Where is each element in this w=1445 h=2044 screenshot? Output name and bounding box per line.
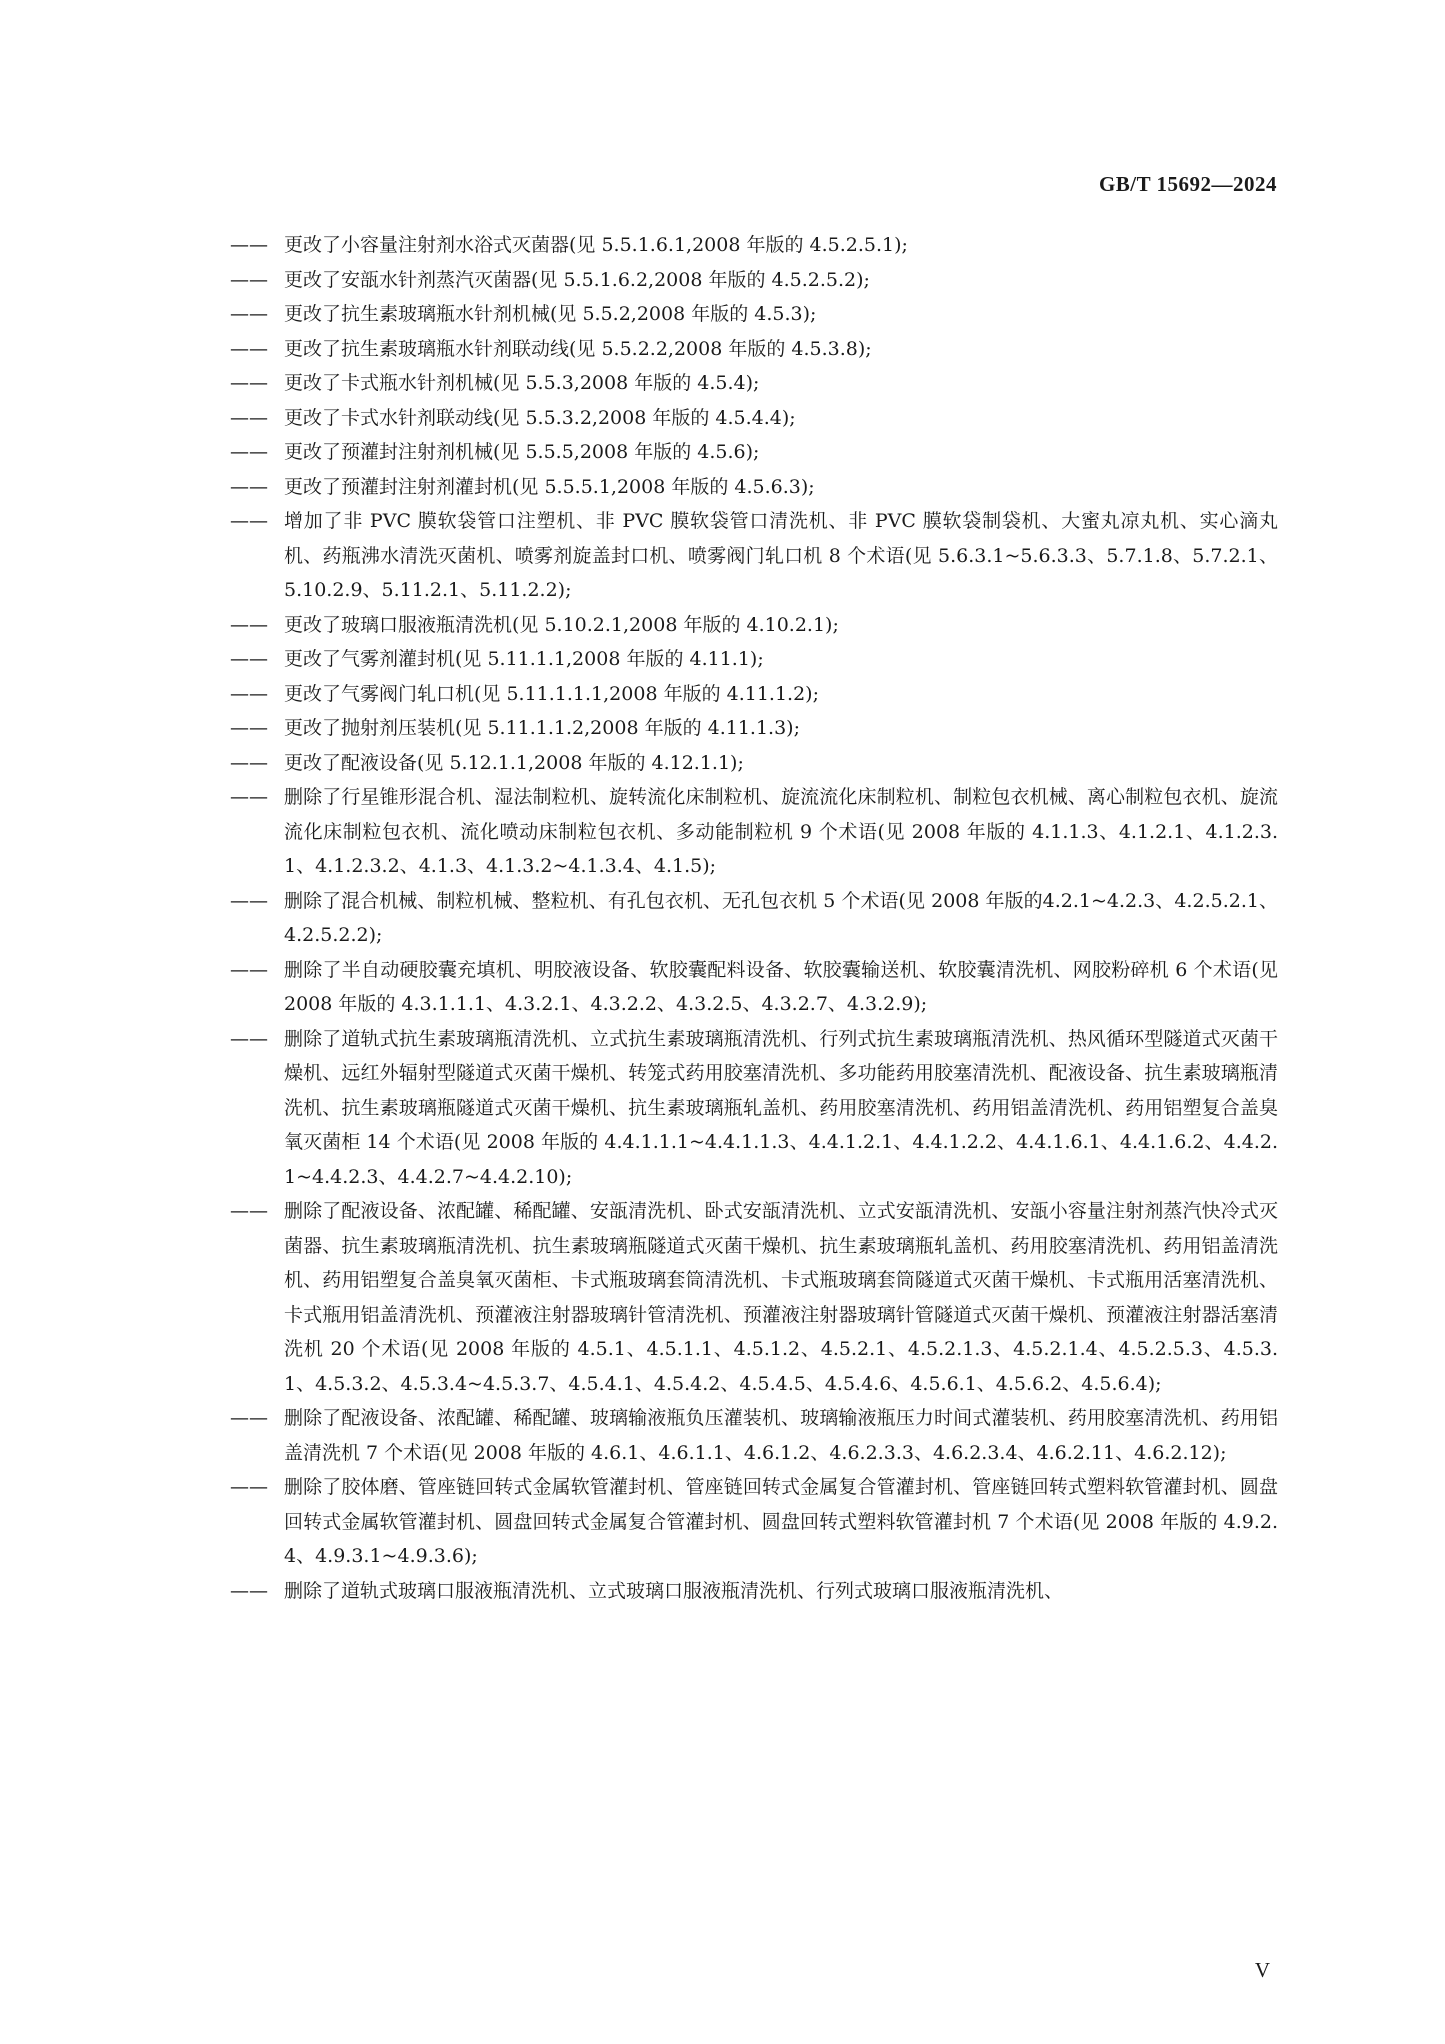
dash-marker: —— bbox=[230, 751, 268, 774]
item-text: 更改了抗生素玻璃瓶水针剂机械(见 5.5.2,2008 年版的 4.5.3); bbox=[284, 303, 817, 325]
item-text: 更改了小容量注射剂水浴式灭菌器(见 5.5.1.6.1,2008 年版的 4.5.2.5.1); bbox=[284, 234, 908, 256]
dash-marker: —— bbox=[230, 648, 268, 670]
list-item bbox=[230, 435, 1278, 470]
item-text: 删除了道轨式抗生素玻璃瓶清洗机、立式抗生素玻璃瓶清洗机、行列式抗生素玻璃瓶清洗机、热风循环型隧道式灭菌干燥机、远红外辐射型隧道式灭菌干燥机、转笼式药用胶塞清洗机、多功能药用胶塞清洗机、配液设备、抗生素玻璃瓶清洗机、抗生素玻璃瓶隧道式灭菌干燥机、抗生素玻璃瓶轧盖机、药用胶塞清洗机、药用铝盖清洗机、药用铝塑复合盖臭氧灭菌柜 14 个术语(见 2008 年版的 4.4.1.1.1~4.4.1.1.3、4.4.1.2.1、4.4.1.2.2、4.4.1.6.1、4.4.1.6.2、4.4.2.1~4.4.2.3、4.4.2.7~4.4.2.10); bbox=[284, 1027, 1278, 1188]
item-text: 删除了配液设备、浓配罐、稀配罐、玻璃输液瓶负压灌装机、玻璃输液瓶压力时间式灌装机、药用胶塞清洗机、药用铝盖清洗机 7 个术语(见 2008 年版的 4.6.1、4.6.1.1、4.6.1.2、4.6.2.3.3、4.6.2.3.4、4.6.2.11、4.6.2.12); bbox=[284, 1407, 1278, 1464]
item-text: 更改了玻璃口服液瓶清洗机(见 5.10.2.1,2008 年版的 4.10.2.1); bbox=[284, 613, 839, 636]
list-item bbox=[230, 297, 1278, 332]
list-item bbox=[230, 401, 1278, 436]
item-text: 删除了道轨式玻璃口服液瓶清洗机、立式玻璃口服液瓶清洗机、行列式玻璃口服液瓶清洗机、 bbox=[284, 1579, 1064, 1602]
dash-marker: —— bbox=[230, 303, 268, 325]
list-item bbox=[230, 332, 1278, 367]
dash-marker: —— bbox=[230, 372, 268, 394]
item-text: 删除了配液设备、浓配罐、稀配罐、安瓿清洗机、卧式安瓿清洗机、立式安瓿清洗机、安瓿小容量注射剂蒸汽快冷式灭菌器、抗生素玻璃瓶清洗机、抗生素玻璃瓶隧道式灭菌干燥机、抗生素玻璃瓶轧盖机、药用胶塞清洗机、药用铝盖清洗机、药用铝塑复合盖臭氧灭菌柜、卡式瓶玻璃套筒清洗机、卡式瓶玻璃套筒隧道式灭菌干燥机、卡式瓶用活塞清洗机、卡式瓶用铝盖清洗机、预灌液注射器玻璃针管清洗机、预灌液注射器玻璃针管隧道式灭菌干燥机、预灌液注射器活塞清洗机 20 个术语(见 2008 年版的 4.5.1、4.5.1.1、4.5.1.2、4.5.2.1、4.5.2.1.3、4.5.2.1.4、4.5.2.5.3、4.5.3.1、4.5.3.2、4.5.3.4~4.5.3.7、4.5.4.1、4.5.4.2、4.5.4.5、4.5.4.6、4.5.6.1、4.5.6.2、4.5.6.4); bbox=[284, 1200, 1278, 1395]
list-item bbox=[230, 780, 1278, 884]
item-text: 删除了胶体磨、管座链回转式金属软管灌封机、管座链回转式金属复合管灌封机、管座链回转式塑料软管灌封机、圆盘回转式金属软管灌封机、圆盘回转式金属复合管灌封机、圆盘回转式塑料软管灌封机 7 个术语(见 2008 年版的 4.9.2.4、4.9.3.1~4.9.3.6); bbox=[284, 1476, 1278, 1567]
dash-marker: —— bbox=[230, 1027, 268, 1050]
standard-number: GB/T 15692—2024 bbox=[1098, 172, 1277, 196]
item-text: 更改了气雾阀门轧口机(见 5.11.1.1.1,2008 年版的 4.11.1.2); bbox=[284, 682, 819, 705]
item-text: 增加了非 PVC 膜软袋管口注塑机、非 PVC 膜软袋管口清洗机、非 PVC 膜软袋制袋机、大蜜丸凉丸机、实心滴丸机、药瓶沸水清洗灭菌机、喷雾剂旋盖封口机、喷雾阀门轧口机 8 个术语(见 5.6.3.1~5.6.3.3、5.7.1.8、5.7.2.1、5.10.2.9、5.11.2.1、5.11.2.2); bbox=[284, 510, 1278, 601]
item-text: 删除了行星锥形混合机、湿法制粒机、旋转流化床制粒机、旋流流化床制粒机、制粒包衣机械、离心制粒包衣机、旋流流化床制粒包衣机、流化喷动床制粒包衣机、多动能制粒机 9 个术语(见 2008 年版的 4.1.1.3、4.1.2.1、4.1.2.3.1、4.1.2.3.2、4.1.3、4.1.3.2~4.1.3.4、4.1.5); bbox=[284, 786, 1278, 877]
list-item bbox=[230, 470, 1278, 505]
list-item bbox=[230, 263, 1278, 298]
dash-marker: —— bbox=[230, 682, 268, 705]
list-item bbox=[230, 608, 1278, 643]
dash-marker: —— bbox=[230, 1200, 268, 1222]
dash-marker: —— bbox=[230, 510, 268, 532]
dash-marker: —— bbox=[230, 234, 268, 256]
page-number: V bbox=[1254, 1958, 1270, 1982]
dash-marker: —— bbox=[230, 958, 268, 981]
dash-marker: —— bbox=[230, 1407, 268, 1429]
dash-marker: —— bbox=[230, 786, 268, 808]
item-text: 更改了气雾剂灌封机(见 5.11.1.1,2008 年版的 4.11.1); bbox=[284, 648, 764, 670]
dash-marker: —— bbox=[230, 441, 268, 463]
dash-marker: —— bbox=[230, 717, 268, 739]
list-item bbox=[230, 504, 1278, 608]
dash-marker: —— bbox=[230, 1476, 268, 1498]
list-item bbox=[230, 884, 1278, 953]
list-item bbox=[230, 642, 1278, 677]
list-item bbox=[230, 953, 1278, 1022]
dash-marker: —— bbox=[230, 613, 268, 636]
list-item bbox=[230, 1574, 1278, 1609]
item-text: 更改了预灌封注射剂灌封机(见 5.5.5.1,2008 年版的 4.5.6.3); bbox=[284, 475, 815, 498]
list-item bbox=[230, 366, 1278, 401]
item-text: 更改了配液设备(见 5.12.1.1,2008 年版的 4.12.1.1); bbox=[284, 751, 744, 774]
dash-marker: —— bbox=[230, 889, 268, 912]
list-item bbox=[230, 228, 1278, 263]
change-list bbox=[230, 228, 1278, 1608]
item-text: 更改了安瓿水针剂蒸汽灭菌器(见 5.5.1.6.2,2008 年版的 4.5.2.5.2); bbox=[284, 268, 870, 291]
item-text: 更改了预灌封注射剂机械(见 5.5.5,2008 年版的 4.5.6); bbox=[284, 441, 760, 463]
list-item bbox=[230, 1401, 1278, 1470]
list-item bbox=[230, 677, 1278, 712]
dash-marker: —— bbox=[230, 406, 268, 429]
dash-marker: —— bbox=[230, 475, 268, 498]
item-text: 更改了卡式瓶水针剂机械(见 5.5.3,2008 年版的 4.5.4); bbox=[284, 372, 760, 394]
list-item bbox=[230, 711, 1278, 746]
list-item bbox=[230, 1470, 1278, 1574]
item-text: 删除了混合机械、制粒机械、整粒机、有孔包衣机、无孔包衣机 5 个术语(见 2008 年版的4.2.1~4.2.3、4.2.5.2.1、4.2.5.2.2); bbox=[284, 889, 1278, 946]
list-item bbox=[230, 1194, 1278, 1401]
dash-marker: —— bbox=[230, 268, 268, 291]
item-text: 更改了卡式水针剂联动线(见 5.5.3.2,2008 年版的 4.5.4.4); bbox=[284, 406, 796, 429]
item-text: 删除了半自动硬胶囊充填机、明胶液设备、软胶囊配料设备、软胶囊输送机、软胶囊清洗机、网胶粉碎机 6 个术语(见 2008 年版的 4.3.1.1.1、4.3.2.1、4.3.2.2、4.3.2.5、4.3.2.7、4.3.2.9); bbox=[284, 958, 1278, 1015]
item-text: 更改了抛射剂压装机(见 5.11.1.1.2,2008 年版的 4.11.1.3); bbox=[284, 717, 800, 739]
list-item bbox=[230, 746, 1278, 781]
dash-marker: —— bbox=[230, 1579, 268, 1602]
item-text: 更改了抗生素玻璃瓶水针剂联动线(见 5.5.2.2,2008 年版的 4.5.3.8); bbox=[284, 337, 872, 360]
dash-marker: —— bbox=[230, 337, 268, 360]
list-item bbox=[230, 1022, 1278, 1195]
